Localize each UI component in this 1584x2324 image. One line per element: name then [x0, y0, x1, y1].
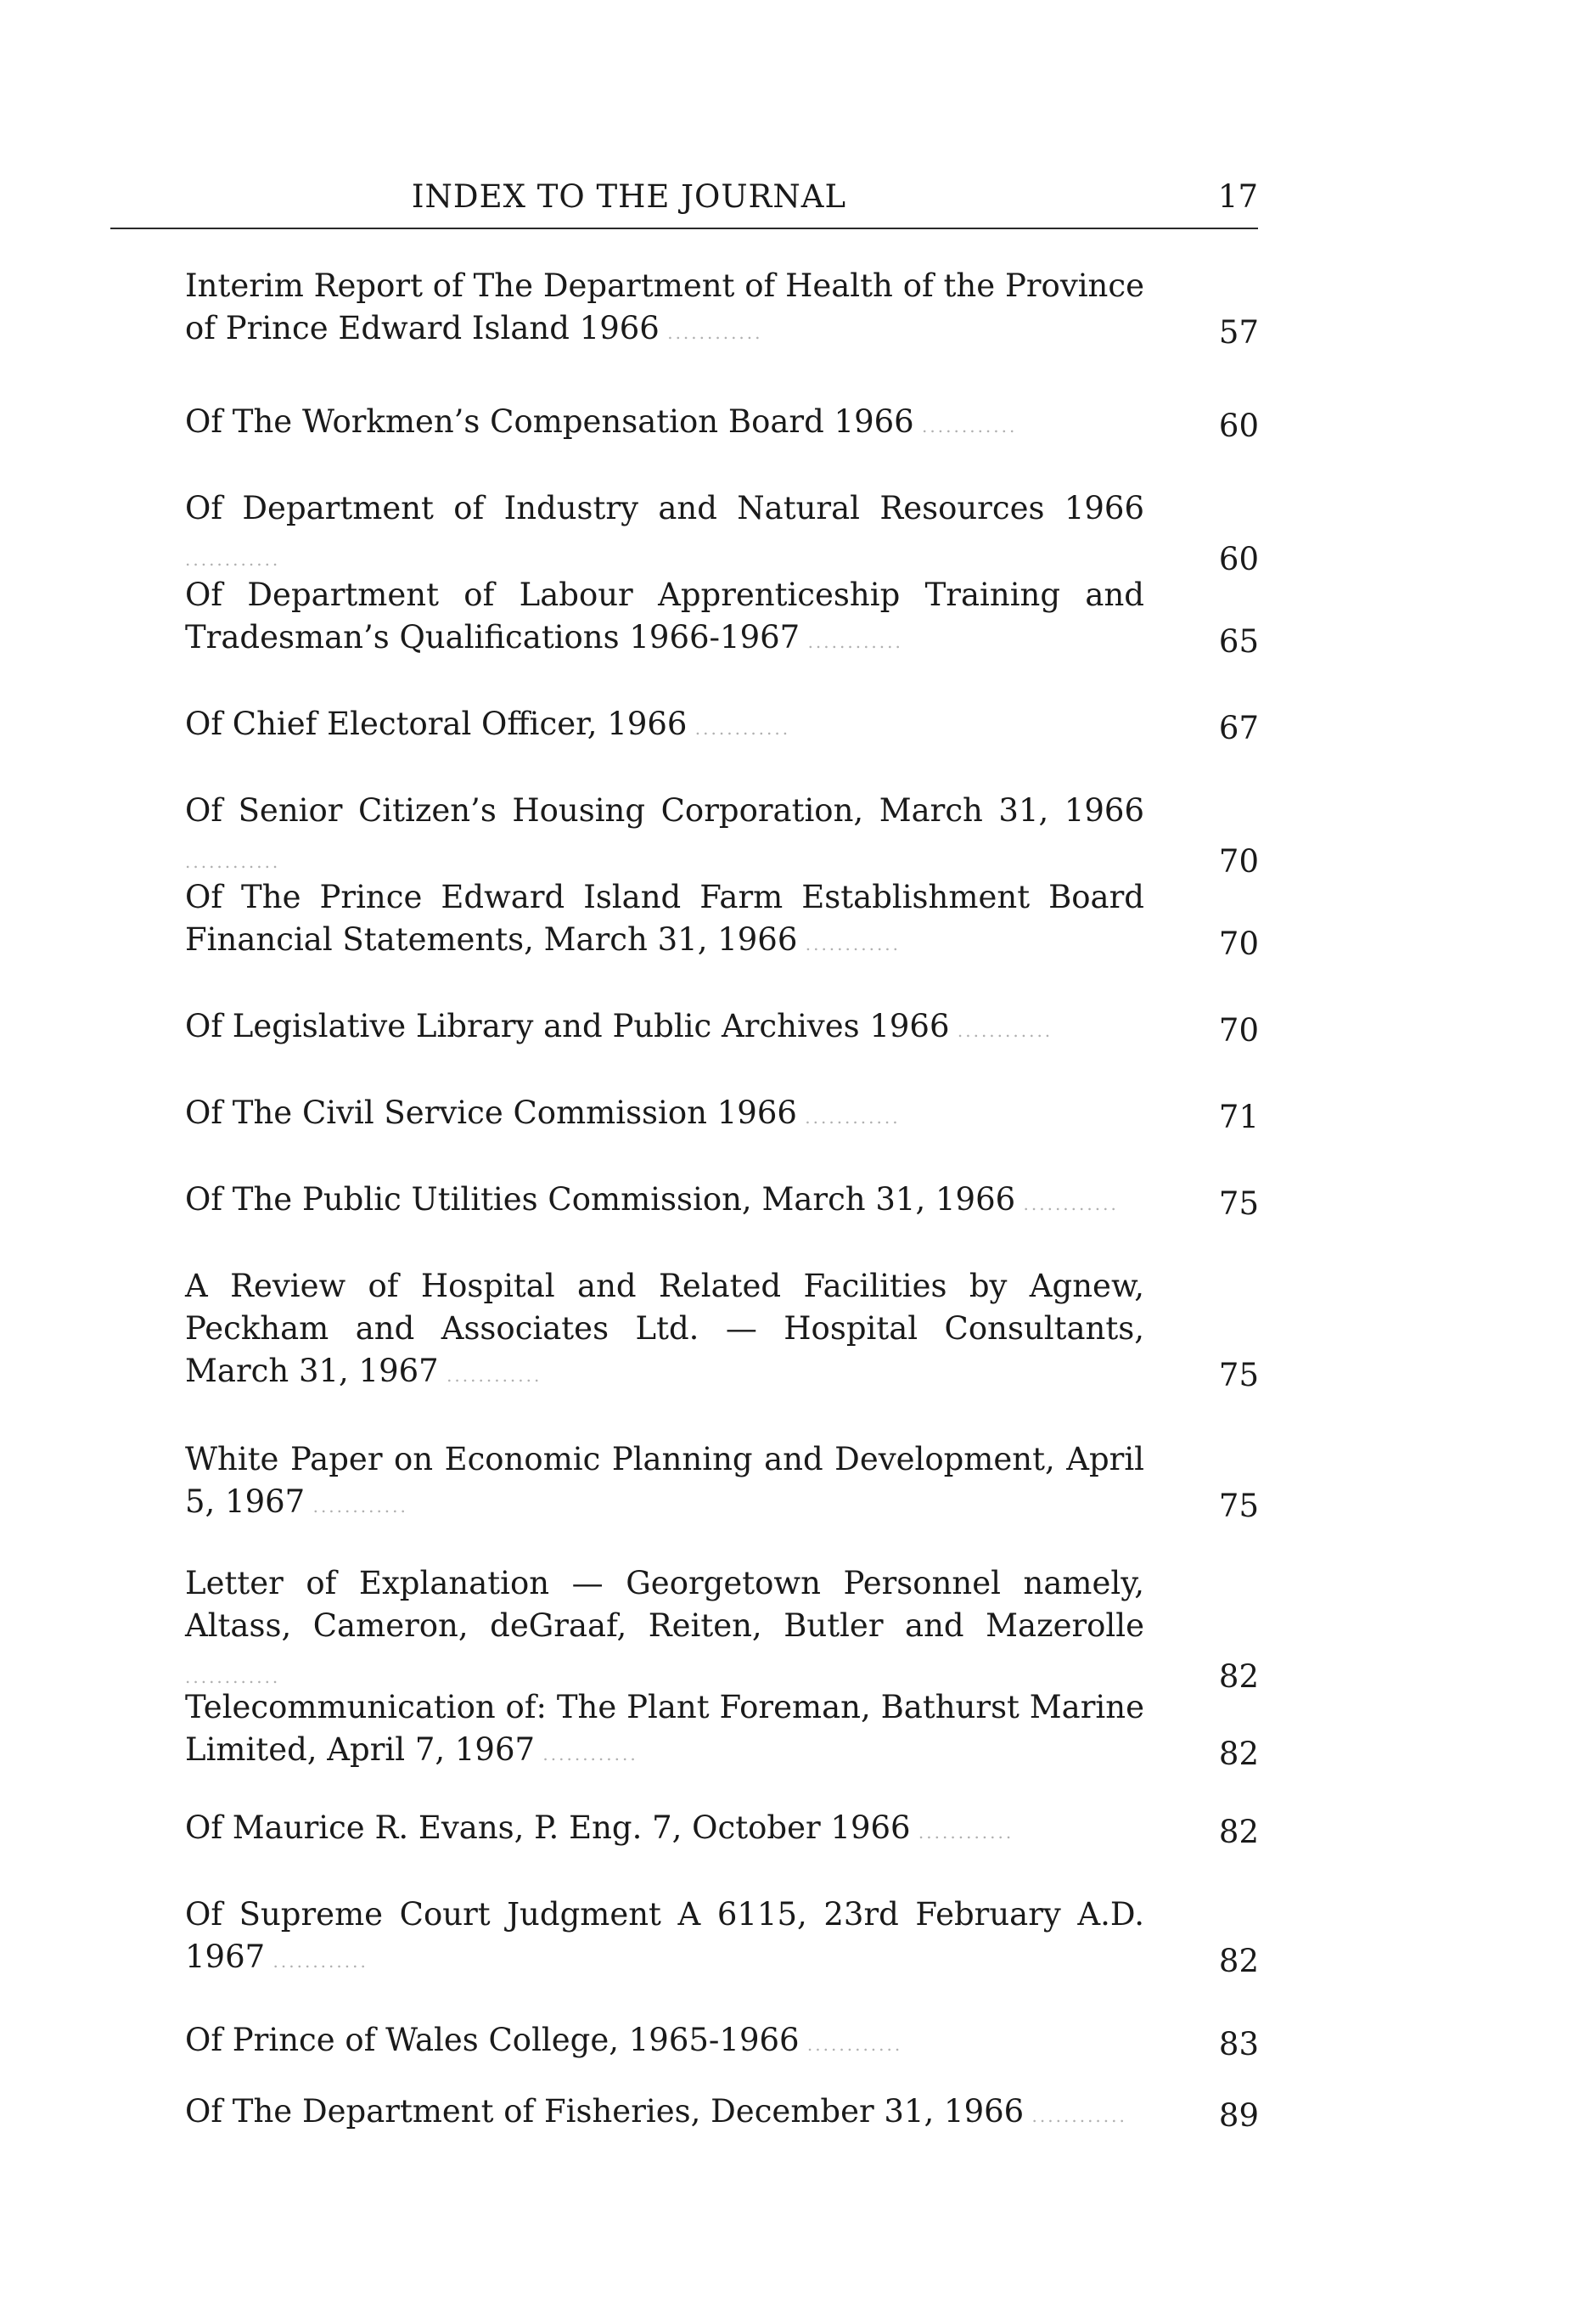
index-entry: [185, 703, 1259, 750]
index-entry-page: 82: [1218, 1943, 1259, 1979]
index-entry-text: Of The Workmen’s Compensation Board 1966 ............: [185, 403, 1018, 440]
index-entry-text: Of The Civil Service Commission 1966 ............: [185, 1094, 901, 1131]
index-entry-text: White Paper on Economic Planning and Development, April 5, 1967 ............: [185, 1441, 1144, 1520]
leader-dots: ............: [799, 2034, 903, 2055]
index-entry-text: Telecommunication of: The Plant Foreman, Bathurst Marine Limited, April 7, 1967 ............: [185, 1689, 1144, 1768]
leader-dots: ............: [659, 323, 763, 343]
index-entry-page: 75: [1218, 1488, 1259, 1524]
index-entry-page: 82: [1218, 1814, 1259, 1850]
index-entry-text: Interim Report of The Department of Health of the Province of Prince Edward Island 1966 ............: [185, 267, 1144, 346]
leader-dots: ............: [185, 852, 281, 872]
index-entry-text: Of Maurice R. Evans, P. Eng. 7, October 1966 ............: [185, 1809, 1014, 1846]
header-title: INDEX TO THE JOURNAL: [411, 178, 847, 215]
index-entry: [185, 1438, 1259, 1528]
index-entry-page: 60: [1218, 541, 1259, 577]
leader-dots: ............: [800, 632, 903, 652]
index-entry: [185, 790, 1259, 883]
index-entry: [185, 876, 1259, 965]
index-entry: [185, 1807, 1259, 1854]
leader-dots: ............: [949, 1021, 1053, 1041]
index-entry-text: Of Prince of Wales College, 1965-1966 ............: [185, 2022, 903, 2058]
leader-dots: ............: [913, 416, 1018, 436]
index-entry: [185, 1686, 1259, 1775]
index-entry: [185, 1894, 1259, 1983]
index-entry-page: 70: [1218, 843, 1259, 880]
index-entry: [185, 265, 1259, 354]
index-entry-page: 71: [1218, 1099, 1259, 1135]
index-entry-text: A Review of Hospital and Related Facilities by Agnew, Peckham and Associates Ltd. — Hospital Consultants, March 31, 1967 ............: [185, 1268, 1144, 1389]
index-entry-text: Of Department of Labour Apprenticeship Training and Tradesman’s Qualifications 1966-1967 ............: [185, 577, 1144, 656]
index-entry: [185, 2090, 1259, 2137]
leader-dots: ............: [910, 1822, 1014, 1843]
leader-dots: ............: [1024, 2106, 1127, 2126]
index-entry: [185, 1562, 1259, 1698]
index-entry-page: 82: [1218, 1658, 1259, 1695]
leader-dots: ............: [535, 1744, 638, 1764]
leader-dots: ............: [796, 1107, 901, 1128]
leader-dots: ............: [305, 1496, 408, 1517]
index-entry-page: 60: [1218, 408, 1259, 444]
index-entry: [185, 2019, 1259, 2066]
index-entry-page: 70: [1218, 926, 1259, 962]
index-entry-page: 57: [1218, 314, 1259, 351]
index-entry: [185, 1265, 1259, 1397]
index-entry-text: Of Senior Citizen’s Housing Corporation, March 31, 1966 ............: [185, 792, 1144, 872]
index-entry-page: 83: [1218, 2026, 1259, 2062]
index-entry: [185, 1179, 1259, 1225]
running-header: [110, 177, 1258, 229]
index-entry-text: Of Legislative Library and Public Archives 1966 ............: [185, 1008, 1053, 1044]
index-entry-page: 67: [1218, 710, 1259, 746]
leader-dots: ............: [185, 549, 281, 570]
index-entry-text: Of Chief Electoral Officer, 1966 ............: [185, 706, 791, 742]
index-entry-text: Of The Department of Fisheries, December 31, 1966 ............: [185, 2093, 1127, 2130]
index-entry-text: Of Department of Industry and Natural Resources 1966 ............: [185, 490, 1144, 570]
index-entry: [185, 1005, 1259, 1052]
index-entry-page: 75: [1218, 1357, 1259, 1393]
leader-dots: ............: [265, 1951, 368, 1972]
index-entry-page: 70: [1218, 1012, 1259, 1049]
leader-dots: ............: [185, 1667, 281, 1687]
leader-dots: ............: [797, 934, 902, 954]
index-entry-text: Of The Prince Edward Island Farm Establishment Board Financial Statements, March 31, 1966 ............: [185, 879, 1144, 958]
index-entry-text: Of The Public Utilities Commission, March 31, 1966 ............: [185, 1181, 1119, 1218]
index-entry-page: 89: [1218, 2097, 1259, 2134]
index-entry-text: Letter of Explanation — Georgetown Personnel namely, Altass, Cameron, deGraaf, Reiten, Butler and Mazerolle ............: [185, 1565, 1144, 1687]
leader-dots: ............: [1015, 1194, 1119, 1214]
index-entry-page: 65: [1218, 623, 1259, 660]
index-entry-page: 82: [1218, 1736, 1259, 1772]
header-page-number: 17: [1217, 178, 1258, 215]
index-entry-page: 75: [1218, 1185, 1259, 1222]
leader-dots: ............: [687, 718, 791, 739]
index-entry: [185, 574, 1259, 663]
index-entry-text: Of Supreme Court Judgment A 6115, 23rd February A.D. 1967 ............: [185, 1896, 1144, 1975]
index-entry: [185, 487, 1259, 581]
index-entry: [185, 401, 1259, 447]
leader-dots: ............: [438, 1365, 542, 1386]
index-entry: [185, 1092, 1259, 1139]
